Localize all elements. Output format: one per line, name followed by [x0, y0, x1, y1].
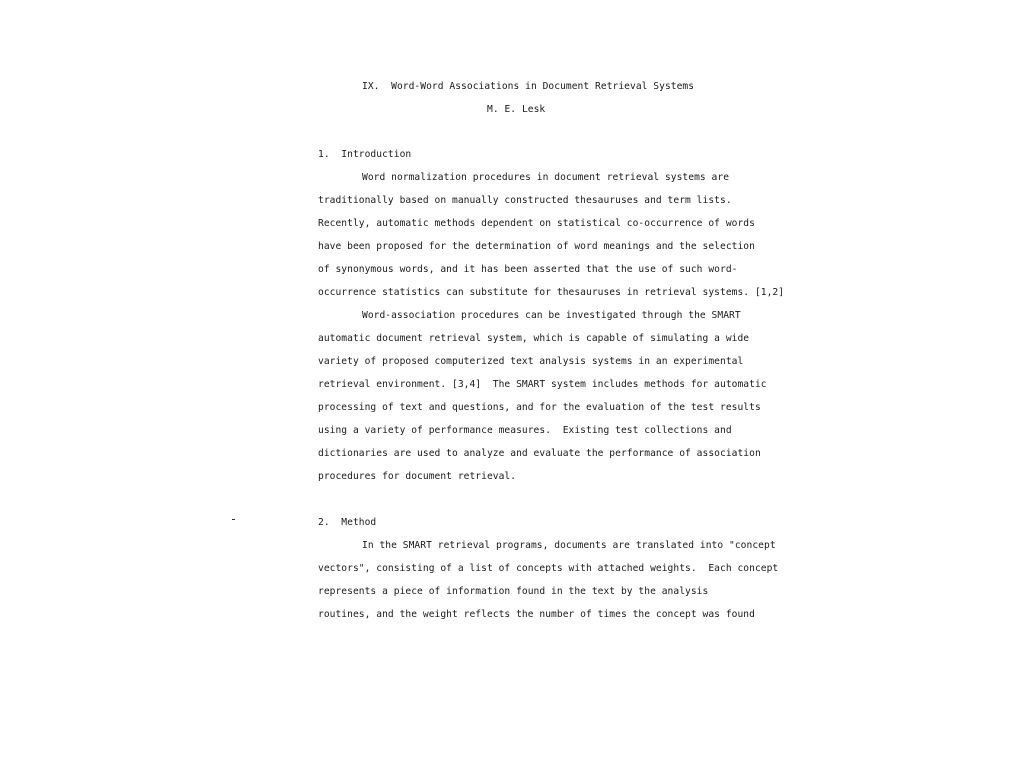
paragraph-line: have been proposed for the determination of word meanings and the selection: [318, 241, 755, 252]
document-title: IX. Word-Word Associations in Document Retrieval Systems: [362, 81, 695, 92]
document-author: M. E. Lesk: [487, 104, 546, 115]
paragraph-line: dictionaries are used to analyze and evaluate the performance of association: [318, 448, 761, 459]
paragraph-line: of synonymous words, and it has been asserted that the use of such word-: [318, 264, 738, 275]
margin-mark: [232, 519, 235, 520]
paragraph-line: processing of text and questions, and for the evaluation of the test results: [318, 402, 761, 413]
paragraph-line: automatic document retrieval system, which is capable of simulating a wide: [318, 333, 750, 344]
paragraph-line: Word-association procedures can be investigated through the SMART: [362, 310, 741, 321]
paragraph-line: Recently, automatic methods dependent on statistical co-occurrence of words: [318, 218, 755, 229]
paragraph-line: using a variety of performance measures. Existing test collections and: [318, 425, 732, 436]
paragraph-line: vectors", consisting of a list of concepts with attached weights. Each concept: [318, 563, 779, 574]
paragraph-line: retrieval environment. [3,4] The SMART system includes methods for automatic: [318, 379, 767, 390]
paragraph-line: procedures for document retrieval.: [318, 471, 517, 482]
paragraph-line: In the SMART retrieval programs, documents are translated into "concept: [362, 540, 776, 551]
paragraph-line: routines, and the weight reflects the number of times the concept was found: [318, 609, 755, 620]
paragraph-line: Word normalization procedures in document retrieval systems are: [362, 172, 730, 183]
paragraph-line: occurrence statistics can substitute for thesauruses in retrieval systems. [1,2]: [318, 287, 785, 298]
paragraph-line: represents a piece of information found in the text by the analysis: [318, 586, 709, 597]
paragraph-line: variety of proposed computerized text analysis systems in an experimental: [318, 356, 744, 367]
section-heading-introduction: 1. Introduction: [318, 149, 412, 160]
paragraph-line: traditionally based on manually constructed thesauruses and term lists.: [318, 195, 732, 206]
section-heading-method: 2. Method: [318, 517, 377, 528]
